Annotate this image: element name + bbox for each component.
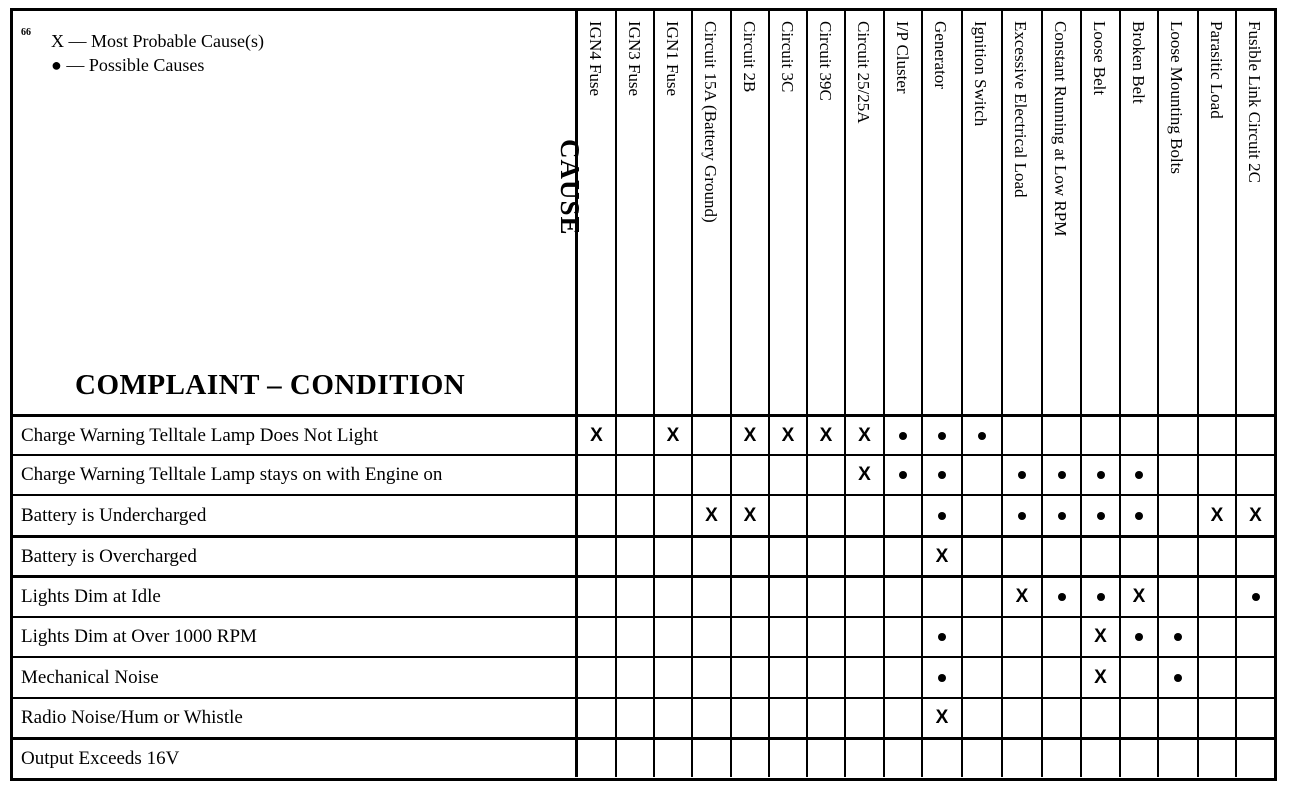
empty-cell [617,658,655,697]
column-header [846,11,885,414]
empty-cell [1159,496,1199,535]
empty-cell [1003,740,1043,777]
empty-cell [1237,417,1274,454]
condition-label: Radio Noise/Hum or Whistle [13,699,578,737]
dot-icon [1135,633,1143,641]
empty-cell [693,538,732,575]
most-probable-mark: X [732,496,770,535]
condition-label: Lights Dim at Over 1000 RPM [13,618,578,656]
column-header-label: IGN4 Fuse [586,21,605,97]
empty-cell [1199,578,1237,616]
dot-icon [1058,593,1066,601]
empty-cell [693,699,732,737]
possible-cause-mark [1003,496,1043,535]
empty-cell [923,740,963,777]
most-probable-mark: X [846,417,885,454]
condition-label: Battery is Overcharged [13,538,578,575]
empty-cell [693,456,732,494]
dot-icon [899,432,907,440]
empty-cell [617,618,655,656]
most-probable-mark: X [1082,618,1121,656]
possible-cause-mark [1159,618,1199,656]
possible-cause-mark [923,496,963,535]
empty-cell [1199,618,1237,656]
condition-label: Charge Warning Telltale Lamp stays on with Engine on [13,456,578,494]
possible-cause-mark [1082,456,1121,494]
table-row [13,658,1274,697]
dot-icon [1097,471,1105,479]
table-row [13,578,1274,616]
column-header-label: IGN1 Fuse [663,21,682,97]
dot-icon [1174,674,1182,682]
table-row [13,740,1274,777]
column-header-label: Circuit 3C [778,21,797,93]
possible-cause-mark [1121,456,1159,494]
empty-cell [846,618,885,656]
empty-cell [655,578,693,616]
column-header [1003,11,1043,414]
empty-cell [1237,618,1274,656]
empty-cell [617,699,655,737]
empty-cell [1082,699,1121,737]
column-header-label: Loose Mounting Bolts [1167,21,1186,175]
table-row [13,496,1274,535]
dot-icon [1058,512,1066,520]
empty-cell [1237,538,1274,575]
empty-cell [1003,699,1043,737]
table-row [13,456,1274,494]
empty-cell [1121,417,1159,454]
possible-cause-mark [1043,496,1082,535]
empty-cell [578,699,617,737]
empty-cell [770,456,808,494]
header-corner [13,11,585,414]
empty-cell [1237,658,1274,697]
column-header [693,11,732,414]
empty-cell [732,578,770,616]
empty-cell [770,658,808,697]
empty-cell [808,496,846,535]
empty-cell [770,699,808,737]
empty-cell [578,658,617,697]
empty-cell [808,699,846,737]
empty-cell [1199,538,1237,575]
possible-cause-mark [1237,578,1274,616]
column-header-label: Circuit 39C [816,21,835,101]
empty-cell [1003,618,1043,656]
empty-cell [655,699,693,737]
empty-cell [1159,538,1199,575]
empty-cell [693,740,732,777]
empty-cell [617,578,655,616]
dot-icon [938,432,946,440]
empty-cell [578,496,617,535]
dot-icon [1058,471,1066,479]
empty-cell [617,496,655,535]
column-header [808,11,846,414]
table-row [13,618,1274,656]
empty-cell [617,417,655,454]
table-row [13,417,1274,454]
empty-cell [808,578,846,616]
possible-cause-mark [1082,578,1121,616]
empty-cell [963,740,1003,777]
possible-cause-mark [1082,496,1121,535]
empty-cell [963,658,1003,697]
empty-cell [1199,658,1237,697]
empty-cell [963,699,1003,737]
empty-cell [1199,699,1237,737]
most-probable-mark: X [655,417,693,454]
empty-cell [1043,618,1082,656]
column-header-label: Circuit 15A (Battery Ground) [701,21,720,223]
empty-cell [885,699,923,737]
dot-icon [1252,593,1260,601]
empty-cell [770,578,808,616]
condition-label: Lights Dim at Idle [13,578,578,616]
empty-cell [578,740,617,777]
dot-icon [938,471,946,479]
empty-cell [732,538,770,575]
empty-cell [617,740,655,777]
legend-possible: ● — Possible Causes [51,55,205,75]
empty-cell [732,699,770,737]
empty-cell [1043,538,1082,575]
most-probable-mark: X [693,496,732,535]
column-header [770,11,808,414]
empty-cell [1082,740,1121,777]
empty-cell [1082,538,1121,575]
condition-label: Output Exceeds 16V [13,740,578,777]
empty-cell [1237,740,1274,777]
cause-heading: CAUSE [555,139,585,236]
column-header-label: Circuit 2B [740,21,759,93]
dot-icon [1097,593,1105,601]
empty-cell [885,740,923,777]
empty-cell [770,538,808,575]
empty-cell [1003,658,1043,697]
column-header [1199,11,1237,414]
empty-cell [578,618,617,656]
possible-cause-mark [1121,618,1159,656]
most-probable-mark: X [1249,504,1262,526]
empty-cell [1199,740,1237,777]
empty-cell [578,538,617,575]
column-header-label: IGN3 Fuse [625,21,644,97]
empty-cell [808,658,846,697]
column-header [885,11,923,414]
empty-cell [732,456,770,494]
column-header-label: Ignition Switch [971,21,990,127]
column-header-label: Fusible Link Circuit 2C [1245,21,1264,183]
empty-cell [578,578,617,616]
most-probable-mark: X [846,456,885,494]
dot-icon [1135,471,1143,479]
column-header [1043,11,1082,414]
possible-cause-mark [923,456,963,494]
possible-cause-mark [923,417,963,454]
most-probable-mark: X [770,417,808,454]
column-header [1159,11,1199,414]
empty-cell [655,456,693,494]
empty-cell [1159,417,1199,454]
diagnosis-chart [10,8,1277,781]
dot-icon [938,674,946,682]
possible-cause-mark [923,658,963,697]
condition-label: Mechanical Noise [13,658,578,697]
empty-cell [732,740,770,777]
possible-cause-mark [1003,456,1043,494]
empty-cell [693,578,732,616]
empty-cell [885,538,923,575]
empty-cell [885,578,923,616]
empty-cell [1003,417,1043,454]
most-probable-mark: X [732,417,770,454]
empty-cell [770,496,808,535]
empty-cell [578,456,617,494]
column-header-label: Broken Belt [1129,21,1148,104]
empty-cell [846,496,885,535]
empty-cell [732,658,770,697]
column-header [578,11,617,414]
empty-cell [1159,578,1199,616]
empty-cell [885,496,923,535]
column-header-label: Constant Running at Low RPM [1051,21,1070,237]
most-probable-mark: X [1003,578,1043,616]
empty-cell [1121,699,1159,737]
condition-heading: COMPLAINT – CONDITION [75,369,466,401]
page-number: 66 [21,27,31,38]
possible-cause-mark [885,456,923,494]
possible-cause-mark [1043,456,1082,494]
column-header [617,11,655,414]
column-header-label: I/P Cluster [893,21,912,94]
column-header-label: Excessive Electrical Load [1011,21,1030,198]
empty-cell [1159,740,1199,777]
empty-cell [1043,699,1082,737]
column-header [1237,11,1274,414]
empty-cell [963,578,1003,616]
empty-cell [1121,740,1159,777]
column-header [923,11,963,414]
possible-cause-mark [885,417,923,454]
chart-header [13,11,1274,414]
empty-cell [846,578,885,616]
dot-icon [1018,512,1026,520]
dot-icon [1174,633,1182,641]
most-probable-mark: X [1199,496,1237,535]
possible-cause-mark [1121,496,1159,535]
column-header [1082,11,1121,414]
empty-cell [617,538,655,575]
empty-cell [808,618,846,656]
empty-cell [693,658,732,697]
empty-cell [963,456,1003,494]
most-probable-mark: X [1082,658,1121,697]
dot-icon [978,432,986,440]
column-header-label: Generator [931,21,950,89]
column-header-label: Loose Belt [1090,21,1109,96]
dot-icon [1018,471,1026,479]
empty-cell [770,618,808,656]
empty-cell [655,740,693,777]
empty-cell [846,740,885,777]
empty-cell [1082,417,1121,454]
empty-cell [808,456,846,494]
empty-cell [1043,417,1082,454]
empty-cell [846,658,885,697]
empty-cell [846,538,885,575]
most-probable-mark: X [808,417,846,454]
empty-cell [1199,456,1237,494]
empty-cell [732,618,770,656]
empty-cell [1159,699,1199,737]
empty-cell [1003,538,1043,575]
empty-cell [1121,538,1159,575]
possible-cause-mark [1043,578,1082,616]
column-header-label: Circuit 25/25A [854,21,873,124]
empty-cell [655,538,693,575]
empty-cell [1043,658,1082,697]
legend-most-probable: X — Most Probable Cause(s) [51,31,264,51]
table-row [13,699,1274,737]
table-row [13,538,1274,575]
empty-cell [808,538,846,575]
empty-cell [655,658,693,697]
condition-label: Battery is Undercharged [13,496,578,535]
empty-cell [693,618,732,656]
most-probable-mark: X [578,417,617,454]
empty-cell [1121,658,1159,697]
dot-icon [1135,512,1143,520]
possible-cause-mark [923,618,963,656]
column-header [963,11,1003,414]
most-probable-mark: X [1121,578,1159,616]
empty-cell [617,456,655,494]
column-header [1121,11,1159,414]
empty-cell [808,740,846,777]
empty-cell [963,538,1003,575]
empty-cell [1237,456,1274,494]
empty-cell [963,618,1003,656]
dot-icon [1097,512,1105,520]
empty-cell [655,496,693,535]
dot-icon [938,512,946,520]
empty-cell [885,658,923,697]
possible-cause-mark [1159,658,1199,697]
dot-icon [938,633,946,641]
empty-cell [693,417,732,454]
empty-cell [923,578,963,616]
empty-cell [1159,456,1199,494]
column-header [732,11,770,414]
empty-cell [1237,699,1274,737]
empty-cell [963,496,1003,535]
condition-label: Charge Warning Telltale Lamp Does Not Light [13,417,578,454]
empty-cell [770,740,808,777]
empty-cell [1043,740,1082,777]
dot-icon [899,471,907,479]
most-probable-mark: X [923,538,963,575]
possible-cause-mark [963,417,1003,454]
empty-cell [655,618,693,656]
empty-cell [1199,417,1237,454]
empty-cell [885,618,923,656]
column-header [655,11,693,414]
empty-cell [846,699,885,737]
most-probable-mark: X [923,699,963,737]
column-header-label: Parasitic Load [1207,21,1226,119]
